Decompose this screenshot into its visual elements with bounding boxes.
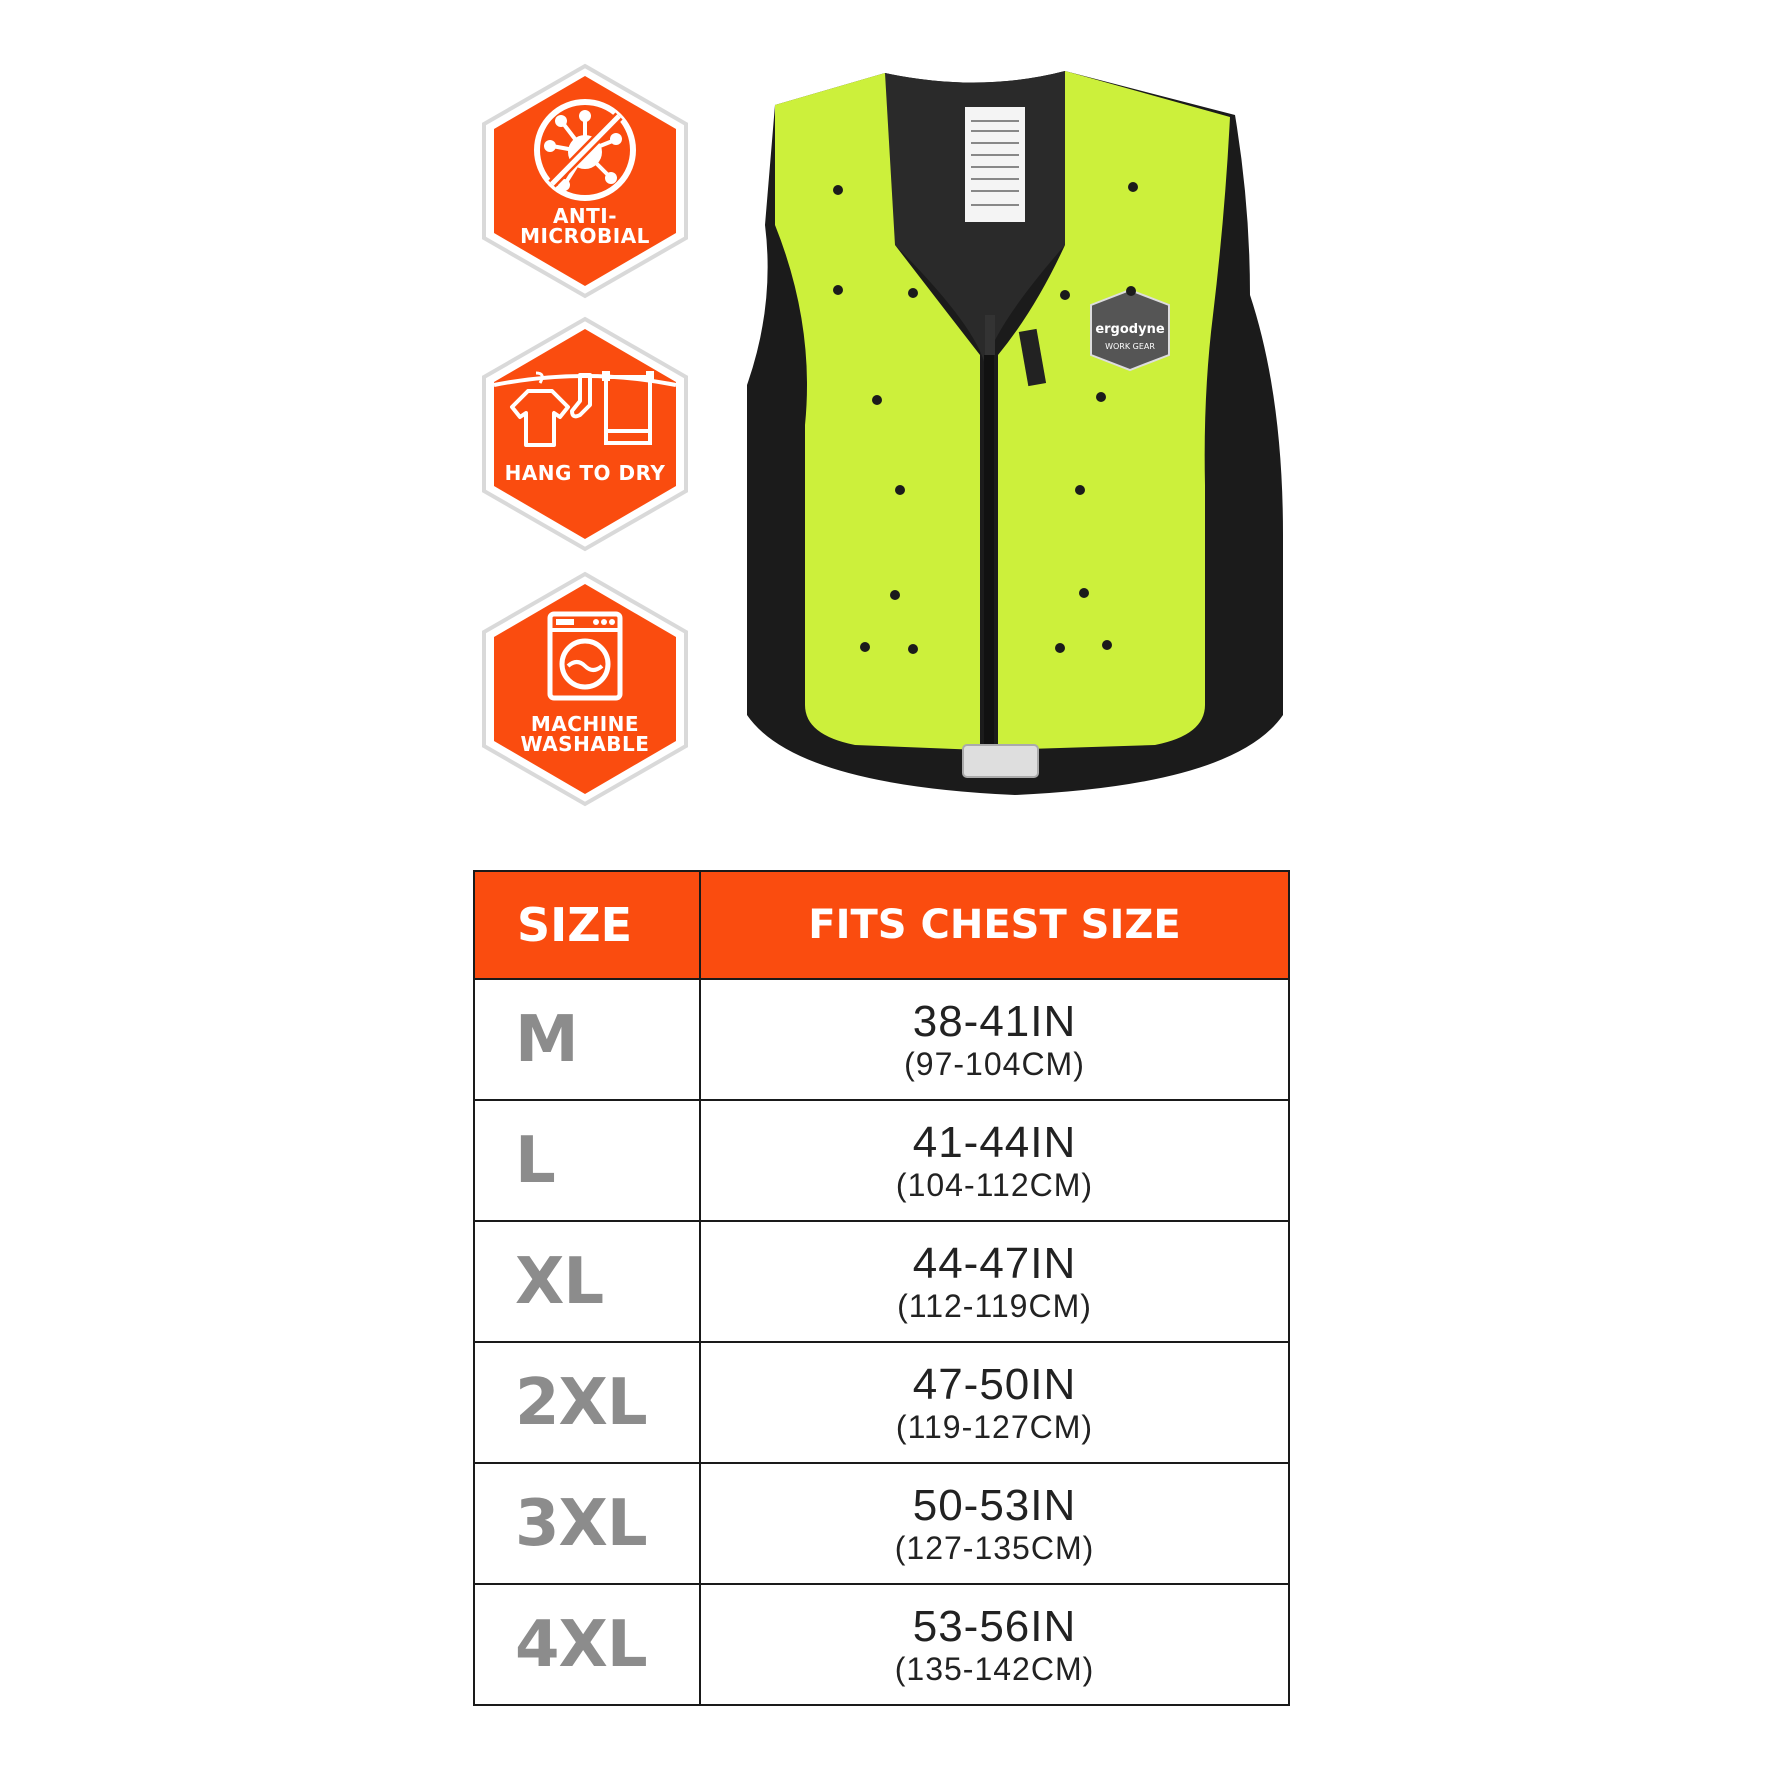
chest-size-cell [700, 1342, 1289, 1463]
table-header-row [474, 871, 1289, 979]
chest-size-cell [700, 1584, 1289, 1705]
table-row [474, 1584, 1289, 1705]
badge-label: ANTI- MICROBIAL [520, 204, 650, 248]
machine-washable-badge [480, 570, 690, 808]
chest-size-cell [700, 979, 1289, 1100]
badge-label: MACHINE WASHABLE [520, 712, 650, 756]
size-value: XL [474, 1221, 700, 1342]
washing-machine-icon [480, 570, 690, 808]
size-value: L [474, 1100, 700, 1221]
size-value: M [474, 979, 700, 1100]
logo-text: ergodyne [1095, 322, 1165, 337]
chest-cm: (127-135CM) [894, 1529, 1095, 1566]
chest-cm: (135-142CM) [894, 1650, 1095, 1687]
cooling-vest-image [735, 65, 1295, 830]
table-row [474, 979, 1289, 1100]
chest-size-cell [700, 1463, 1289, 1584]
size-value: 2XL [474, 1342, 700, 1463]
chest-size-cell [700, 1100, 1289, 1221]
chest-size-header: FITS CHEST SIZE [700, 871, 1289, 979]
size-chart-table [473, 870, 1290, 1706]
size-value: 3XL [474, 1463, 700, 1584]
chest-inches: 50-53IN [912, 1480, 1077, 1530]
logo-subtext: WORK GEAR [1105, 342, 1155, 351]
anti-microbial-badge [480, 62, 690, 300]
chest-size-cell [700, 1221, 1289, 1342]
chest-inches: 41-44IN [912, 1117, 1077, 1167]
size-header: SIZE [474, 871, 700, 979]
chest-cm: (112-119CM) [897, 1287, 1092, 1324]
clothesline-icon [480, 315, 690, 553]
table-row [474, 1221, 1289, 1342]
chest-inches: 44-47IN [912, 1238, 1077, 1288]
table-row [474, 1342, 1289, 1463]
chest-cm: (104-112CM) [895, 1166, 1094, 1203]
hang-to-dry-badge [480, 315, 690, 553]
table-row [474, 1463, 1289, 1584]
chest-cm: (119-127CM) [895, 1408, 1094, 1445]
size-value: 4XL [474, 1584, 700, 1705]
badge-label: HANG TO DRY [504, 461, 666, 485]
table-row [474, 1100, 1289, 1221]
chest-inches: 38-41IN [912, 996, 1077, 1046]
chest-cm: (97-104CM) [904, 1045, 1085, 1082]
no-microbe-icon [480, 62, 690, 300]
chest-inches: 47-50IN [912, 1359, 1077, 1409]
chest-inches: 53-56IN [912, 1601, 1077, 1651]
